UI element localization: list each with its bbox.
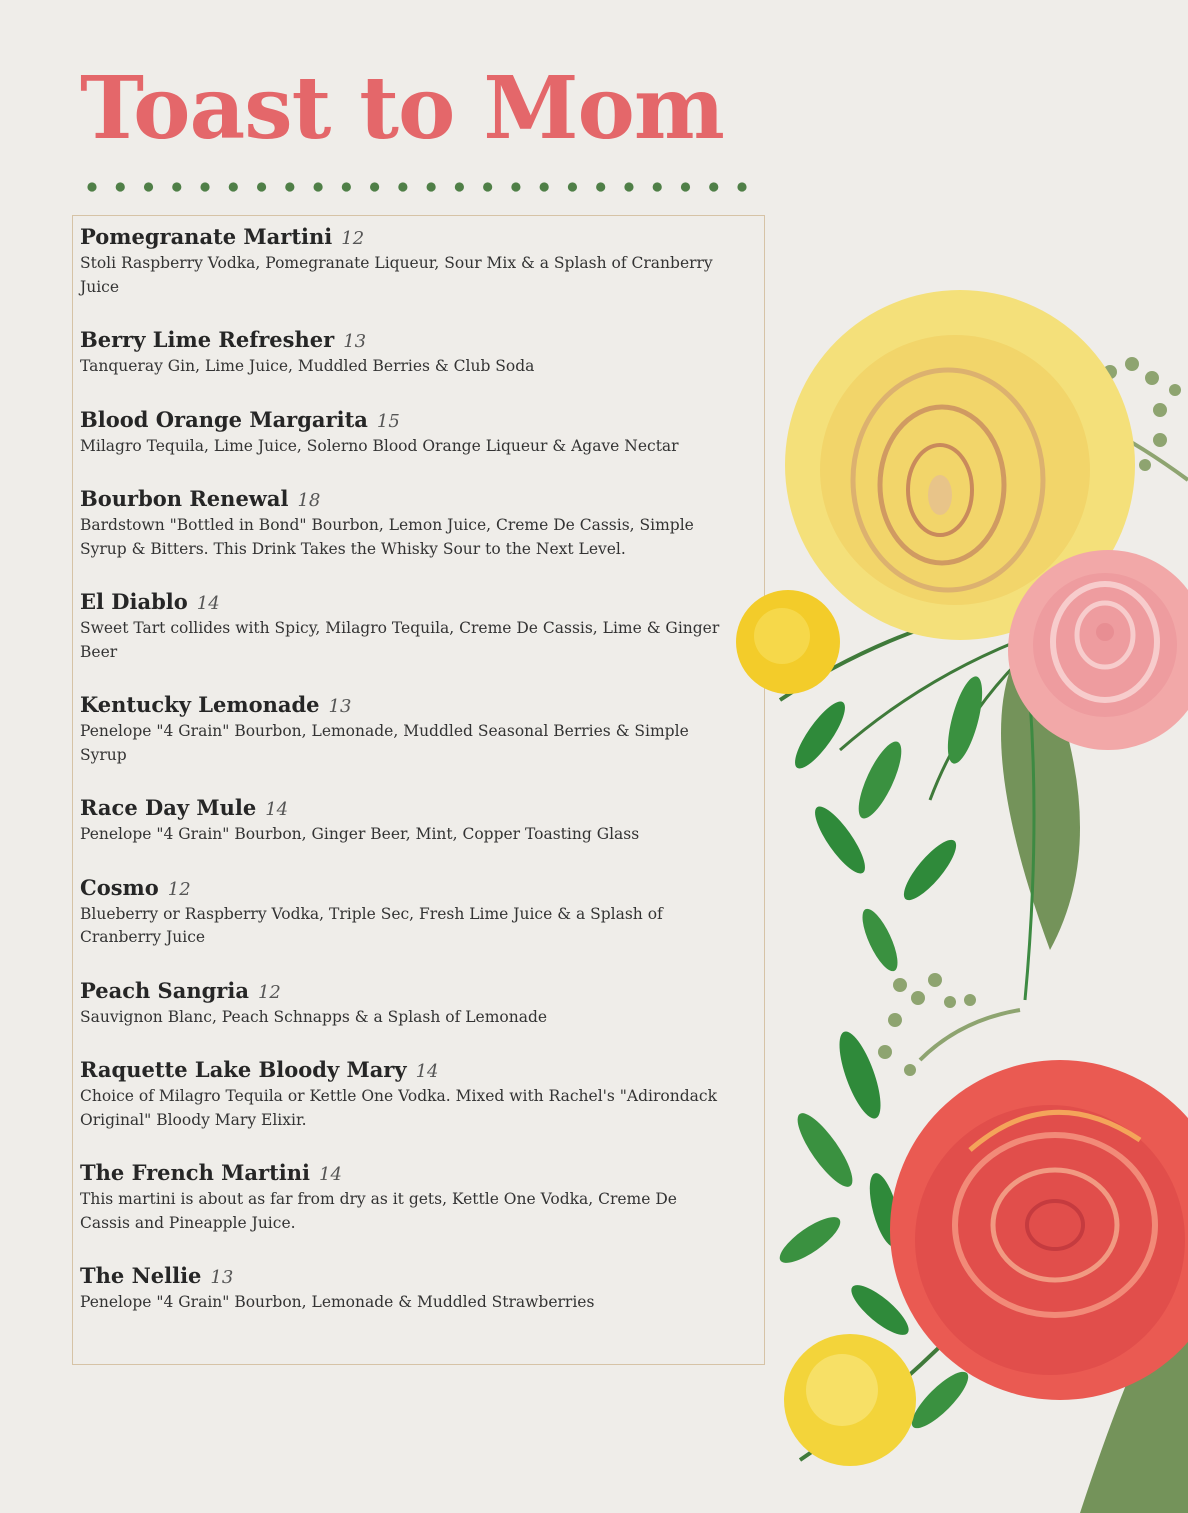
divider-dot: [342, 182, 351, 191]
drink-description: Stoli Raspberry Vodka, Pomegranate Liqueur, Sour Mix & a Splash of Cranberry Juice: [80, 254, 713, 296]
drink-price: 12: [167, 878, 191, 900]
divider-dot: [653, 182, 662, 191]
drink-name: The Nellie: [80, 1263, 202, 1288]
drink-menu-list: [80, 222, 740, 1341]
drink-description: Bardstown "Bottled in Bond" Bourbon, Lemon Juice, Creme De Cassis, Simple Syrup & Bitters. This Drink Takes the Whisky Sour to the Next Level.: [80, 516, 694, 558]
drink-name: Peach Sangria: [80, 977, 249, 1003]
menu-item-header: [80, 1055, 740, 1085]
page-title: Toast to Mom: [80, 58, 724, 159]
menu-item: [80, 325, 740, 379]
drink-description: Sweet Tart collides with Spicy, Milagro Tequila, Creme De Cassis, Lime & Ginger Beer: [80, 619, 720, 661]
menu-item-header: [80, 222, 740, 252]
divider-dot: [285, 182, 294, 191]
menu-item: [80, 793, 740, 847]
menu-item-header: [80, 587, 740, 617]
drink-description: Blueberry or Raspberry Vodka, Triple Sec, Fresh Lime Juice & a Splash of Cranberry Juice: [80, 904, 663, 946]
drink-description: Sauvignon Blanc, Peach Schnapps & a Splash of Lemonade: [80, 1007, 548, 1026]
menu-item-header: [80, 405, 740, 435]
divider-dot: [200, 182, 209, 191]
drink-price: 14: [196, 593, 220, 614]
divider-dot: [370, 182, 379, 191]
menu-item: [80, 690, 740, 767]
drink-description: Penelope "4 Grain" Bourbon, Lemonade, Muddled Seasonal Berries & Simple Syrup: [80, 722, 689, 764]
divider-dot: [737, 182, 746, 191]
drink-description: This martini is about as far from dry as it gets, Kettle One Vodka, Creme De Cassis and Pineapple Juice.: [80, 1190, 677, 1232]
berry-sprig-bottom: [878, 973, 1020, 1076]
menu-item: [80, 587, 740, 664]
drink-name: Kentucky Lemonade: [80, 692, 320, 717]
dotted-divider: [86, 181, 750, 193]
menu-item-header: [80, 873, 740, 903]
drink-name: Raquette Lake Bloody Mary: [80, 1057, 407, 1082]
drink-price: 14: [265, 799, 289, 820]
menu-item-header: [80, 1261, 740, 1291]
divider-dot: [144, 182, 153, 191]
drink-price: 12: [341, 228, 365, 249]
drink-name: Berry Lime Refresher: [80, 327, 335, 352]
divider-dot: [483, 182, 492, 191]
menu-item: [80, 976, 740, 1030]
drink-price: 14: [415, 1061, 439, 1082]
menu-item-header: [80, 690, 740, 720]
drink-price: 15: [376, 410, 400, 432]
drink-name: El Diablo: [80, 589, 188, 614]
menu-item-header: [80, 325, 740, 355]
menu-item-header: [80, 976, 740, 1006]
divider-dot: [427, 182, 436, 191]
drink-description: Penelope "4 Grain" Bourbon, Ginger Beer, Mint, Copper Toasting Glass: [80, 825, 640, 843]
menu-item: [80, 222, 740, 299]
drink-description: Tanqueray Gin, Lime Juice, Muddled Berries & Club Soda: [80, 357, 535, 375]
divider-dot: [681, 182, 690, 191]
divider-dot: [596, 182, 605, 191]
menu-item: [80, 405, 740, 459]
divider-dot: [568, 182, 577, 191]
small-yellow-flower-icon: [736, 590, 840, 694]
drink-description: Milagro Tequila, Lime Juice, Solerno Blood Orange Liqueur & Agave Nectar: [80, 436, 679, 455]
drink-description: Choice of Milagro Tequila or Kettle One Vodka. Mixed with Rachel's "Adirondack Original" Bloody Mary Elixir.: [80, 1087, 717, 1129]
divider-dot: [116, 182, 125, 191]
menu-item: [80, 1055, 740, 1132]
divider-dot: [540, 182, 549, 191]
divider-dot: [624, 182, 633, 191]
menu-item: [80, 1158, 740, 1235]
drink-name: Pomegranate Martini: [80, 224, 333, 249]
drink-price: 13: [343, 331, 367, 352]
divider-dot: [257, 182, 266, 191]
menu-item: [80, 484, 740, 561]
menu-item-header: [80, 484, 740, 514]
drink-name: Blood Orange Margarita: [80, 406, 368, 432]
drink-name: Race Day Mule: [80, 795, 257, 820]
drink-name: Bourbon Renewal: [80, 486, 289, 511]
divider-dot: [511, 182, 520, 191]
divider-dot: [87, 182, 96, 191]
drink-name: The French Martini: [80, 1160, 311, 1185]
divider-dot: [709, 182, 718, 191]
menu-item: [80, 873, 740, 950]
divider-dot: [229, 182, 238, 191]
drink-name: Cosmo: [80, 874, 159, 900]
menu-item-header: [80, 793, 740, 823]
drink-price: 13: [328, 696, 352, 717]
drink-price: 14: [319, 1164, 342, 1185]
drink-price: 18: [297, 490, 321, 511]
menu-item-header: [80, 1158, 740, 1188]
floral-illustration: [720, 280, 1188, 1513]
divider-dot: [398, 182, 407, 191]
small-yellow-flower-bottom-icon: [784, 1334, 916, 1466]
divider-dot: [172, 182, 181, 191]
drink-price: 12: [257, 981, 281, 1003]
menu-item: [80, 1261, 740, 1315]
drink-price: 13: [210, 1267, 234, 1288]
divider-dot: [313, 182, 322, 191]
drink-description: Penelope "4 Grain" Bourbon, Lemonade & Muddled Strawberries: [80, 1293, 595, 1311]
divider-dot: [455, 182, 464, 191]
